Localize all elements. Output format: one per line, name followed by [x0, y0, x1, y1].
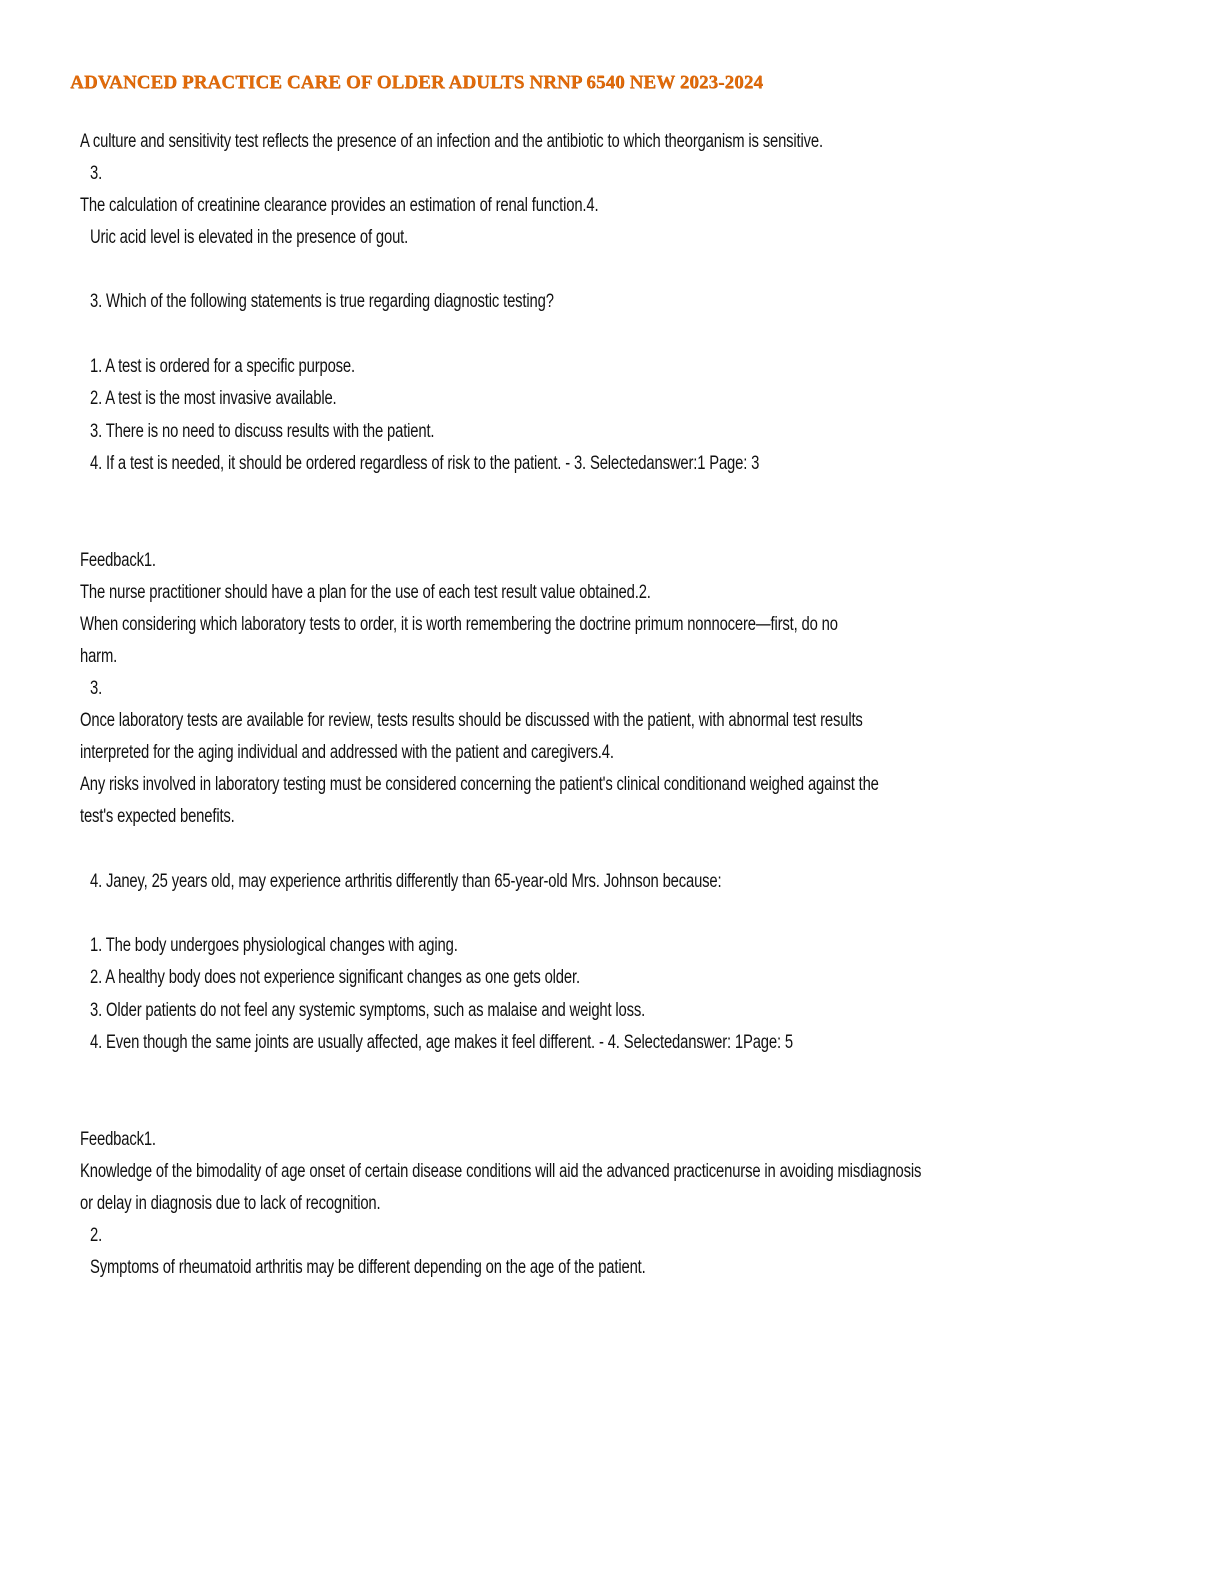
- answer-option: 4. Even though the same joints are usually affected, age makes it feel different. - 4. Selectedanswer: 1Page: 5: [90, 1032, 793, 1053]
- feedback-line: When considering which laboratory tests to order, it is worth remembering the doctrine primum nonnocere—first, do no: [80, 614, 838, 635]
- document-title: ADVANCED PRACTICE CARE OF OLDER ADULTS NRNP 6540 NEW 2023-2024: [70, 72, 763, 93]
- intro-line: Uric acid level is elevated in the presence of gout.: [90, 227, 409, 248]
- feedback-line: Feedback1.: [80, 1129, 156, 1150]
- intro-line: The calculation of creatinine clearance provides an estimation of renal function.4.: [80, 195, 599, 216]
- feedback-line: The nurse practitioner should have a plan for the use of each test result value obtained.2.: [80, 582, 651, 603]
- answer-option: 2. A healthy body does not experience significant changes as one gets older.: [90, 967, 580, 988]
- answer-option: 3. Older patients do not feel any systemic symptoms, such as malaise and weight loss.: [90, 1000, 646, 1021]
- feedback-line: or delay in diagnosis due to lack of recognition.: [80, 1193, 381, 1214]
- intro-line: 3.: [90, 163, 103, 184]
- question-prompt: 3. Which of the following statements is true regarding diagnostic testing?: [90, 291, 554, 312]
- feedback-line: interpreted for the aging individual and addressed with the patient and caregivers.4.: [80, 742, 614, 763]
- answer-option: 1. A test is ordered for a specific purpose.: [90, 356, 355, 377]
- feedback-line: 3.: [90, 678, 103, 699]
- feedback-line: Feedback1.: [80, 550, 156, 571]
- answer-option: 2. A test is the most invasive available.: [90, 388, 337, 409]
- answer-option: 4. If a test is needed, it should be ordered regardless of risk to the patient. - 3. Selectedanswer:1 Page: 3: [90, 453, 760, 474]
- question-prompt: 4. Janey, 25 years old, may experience arthritis differently than 65-year-old Mrs. Johnson because:: [90, 871, 722, 892]
- feedback-line: Any risks involved in laboratory testing must be considered concerning the patient's clinical conditionand weighed against the: [80, 774, 879, 795]
- feedback-line: Symptoms of rheumatoid arthritis may be different depending on the age of the patient.: [90, 1257, 646, 1278]
- answer-option: 1. The body undergoes physiological changes with aging.: [90, 935, 458, 956]
- feedback-line: Knowledge of the bimodality of age onset of certain disease conditions will aid the advanced practicenurse in avoiding misdiagnosis: [80, 1161, 922, 1182]
- feedback-line: test's expected benefits.: [80, 806, 235, 827]
- intro-line: A culture and sensitivity test reflects the presence of an infection and the antibiotic to which theorganism is sensitive.: [80, 131, 823, 152]
- feedback-line: harm.: [80, 646, 118, 667]
- feedback-line: Once laboratory tests are available for review, tests results should be discussed with the patient, with abnormal test results: [80, 710, 863, 731]
- answer-option: 3. There is no need to discuss results with the patient.: [90, 421, 435, 442]
- feedback-line: 2.: [90, 1225, 103, 1246]
